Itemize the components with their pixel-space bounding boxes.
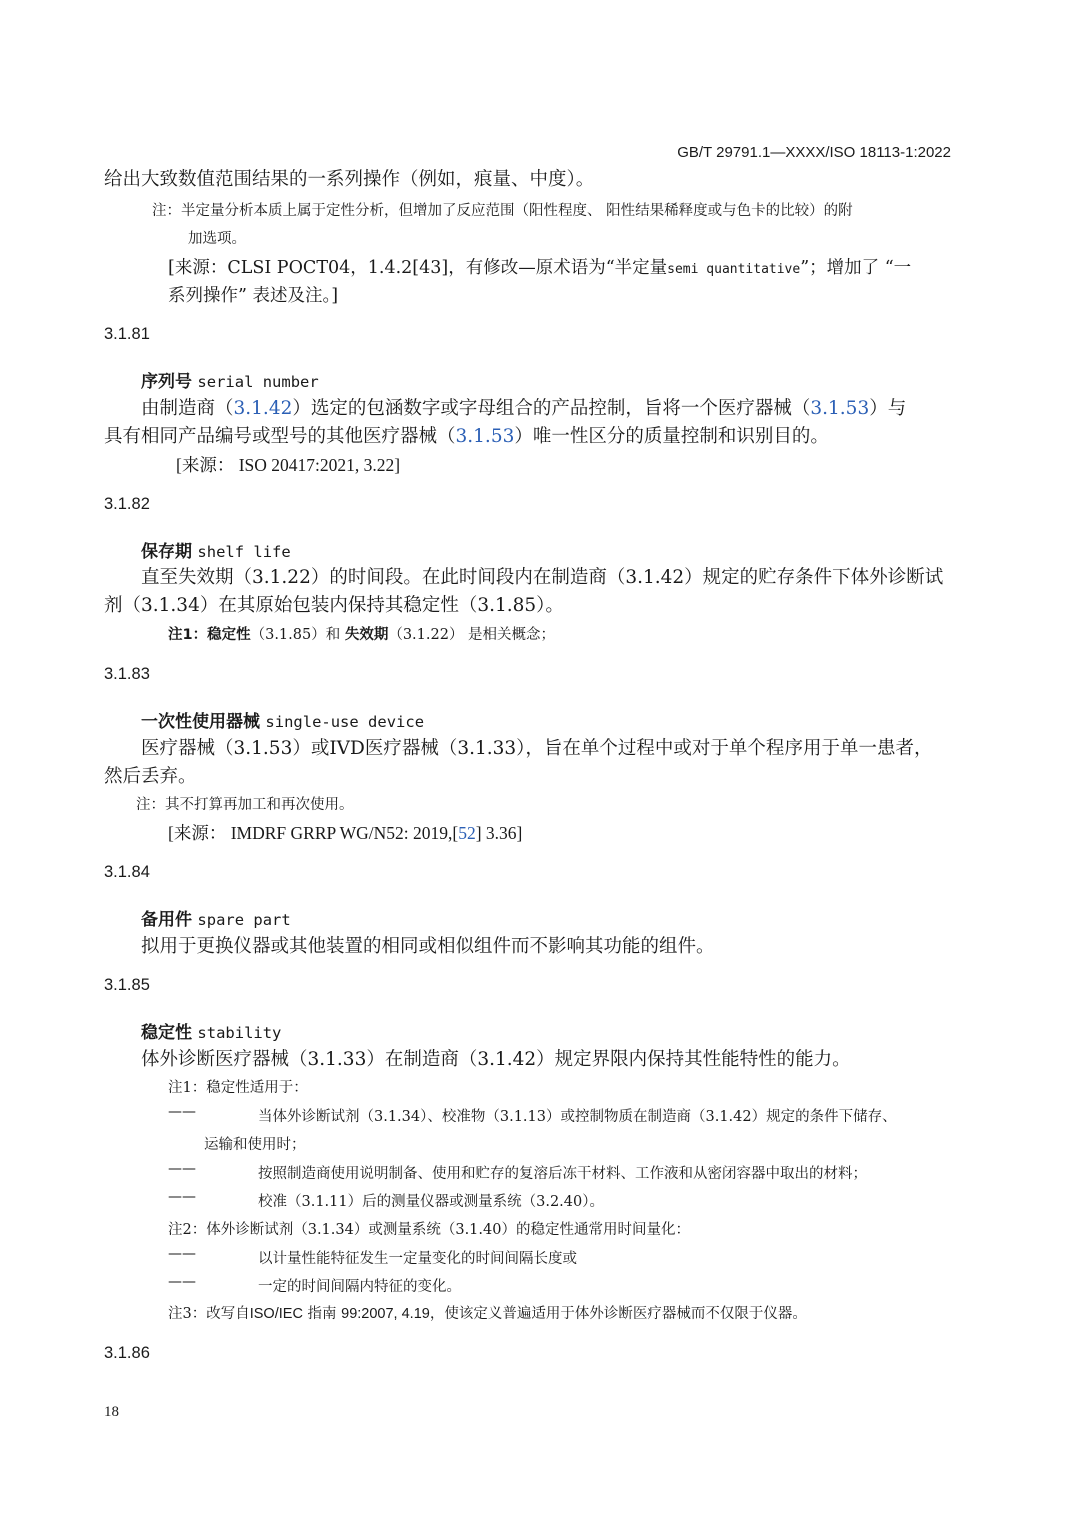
- term-heading: [141, 367, 319, 392]
- note-1-item-3: 校准（3.1.11）后的测量仪器或测量系统（3.2.40）。: [258, 1194, 604, 1210]
- prev-source-line-2: 系列操作” 表述及注。]: [168, 286, 339, 306]
- term-heading: [141, 1018, 281, 1043]
- note-line: 注：其不打算再加工和再次使用。: [136, 797, 354, 813]
- note-1-heading: 注1：稳定性适用于：: [168, 1080, 308, 1096]
- note-2-heading: 注2：体外诊断试剂（3.1.34）或测量系统（3.1.40）的稳定性通常用时间量化：: [168, 1222, 690, 1238]
- definition-line: 体外诊断医疗器械（3.1.33）在制造商（3.1.42）规定界限内保持其性能特性的能力。: [141, 1049, 851, 1070]
- note-text: （3.1.85）和: [250, 627, 341, 643]
- note-text: 注3：改写自: [168, 1306, 250, 1322]
- definition-text: ）与: [869, 398, 907, 419]
- source-citation: [168, 820, 522, 845]
- prev-note-line-2: 加选项。: [188, 231, 246, 247]
- note-text: ，使该定义普遍适用于体外诊断医疗器械而不仅限于仪器。: [429, 1306, 807, 1322]
- term-english: single-use device: [265, 713, 425, 731]
- prev-definition-continuation: 给出大致数值范围结果的一系列操作（例如，痕量、中度）。: [104, 169, 595, 190]
- note-term: 稳定性: [207, 627, 251, 643]
- prev-source-text-b: semi quantitative: [667, 262, 801, 277]
- prev-source-line-1: [168, 254, 911, 279]
- list-dash: ——: [168, 1161, 196, 1177]
- list-dash: ——: [168, 1274, 196, 1290]
- prev-source-text-a: [来源：CLSI POCT04，1.4.2[43]，有修改—原术语为“半定量: [168, 258, 668, 278]
- note-line: [168, 623, 555, 644]
- note-2-item-1: 以计量性能特征发生一定量变化的时间间隔长度或: [258, 1251, 577, 1267]
- note-1-item-1-line-1: 当体外诊断试剂（3.1.34）、校准物（3.1.13）或控制物质在制造商（3.1.42）规定的条件下储存、: [258, 1109, 897, 1125]
- term-chinese: 序列号: [141, 372, 192, 392]
- term-heading: [141, 905, 291, 930]
- definition-line-1: 医疗器械（3.1.53）或IVD医疗器械（3.1.33），旨在单个过程中或对于单个程序用于单一患者，: [141, 738, 933, 759]
- term-chinese: 保存期: [141, 542, 192, 562]
- entry-number: 3.1.82: [104, 495, 150, 513]
- note-1-item-1-line-2: 运输和使用时；: [204, 1137, 306, 1153]
- term-english: shelf life: [197, 543, 291, 561]
- term-chinese: 一次性使用器械: [141, 712, 260, 732]
- note-text: （3.1.22） 是相关概念；: [388, 627, 556, 643]
- prev-source-text-c: ”；增加了 “一: [800, 258, 912, 278]
- term-heading: [141, 707, 424, 732]
- definition-line-2: 剂（3.1.34）在其原始包装内保持其稳定性（3.1.85）。: [104, 595, 564, 616]
- definition-text: 由制造商（: [141, 398, 234, 419]
- prev-note-line-1: 注：半定量分析本质上属于定性分析，但增加了反应范围（阳性程度、 阳性结果稀释度或与色卡的比较）的附: [152, 203, 853, 219]
- term-english: stability: [197, 1024, 282, 1042]
- document-header-code: GB/T 29791.1—XXXX/ISO 18113-1:2022: [677, 144, 951, 161]
- list-dash: ——: [168, 1246, 196, 1262]
- list-dash: ——: [168, 1189, 196, 1205]
- note-text: 99:2007, 4.19: [341, 1306, 430, 1322]
- term-chinese: 备用件: [141, 910, 192, 930]
- source-citation: [来源： ISO 20417:2021, 3.22]: [176, 455, 401, 475]
- cross-reference-link[interactable]: 3.1.53: [810, 398, 870, 419]
- source-text: [来源： IMDRF GRRP WG/N52: 2019,[: [168, 823, 459, 843]
- note-2-item-2: 一定的时间间隔内特征的变化。: [258, 1279, 461, 1295]
- page-number: 18: [104, 1404, 119, 1420]
- cross-reference-link[interactable]: 3.1.53: [455, 426, 515, 447]
- note-text: 指南: [307, 1306, 337, 1322]
- definition-line-2: [104, 422, 829, 448]
- note-label: 注1：: [168, 627, 208, 643]
- definition-line-2: 然后丢弃。: [104, 766, 197, 787]
- entry-number: 3.1.84: [104, 863, 150, 881]
- entry-number: 3.1.83: [104, 665, 150, 683]
- term-heading: [141, 537, 291, 562]
- list-dash: ——: [168, 1104, 196, 1120]
- entry-number: 3.1.85: [104, 976, 150, 994]
- definition-line-1: [141, 394, 906, 420]
- note-3: [168, 1302, 807, 1323]
- note-text: ISO/IEC: [249, 1306, 303, 1322]
- term-english: spare part: [197, 911, 291, 929]
- term-chinese: 稳定性: [141, 1023, 192, 1043]
- entry-number: 3.1.86: [104, 1344, 150, 1362]
- definition-text: ）唯一性区分的质量控制和识别目的。: [514, 426, 829, 447]
- entry-number: 3.1.81: [104, 325, 150, 343]
- reference-link[interactable]: 52: [458, 823, 476, 843]
- definition-line-1: 直至失效期（3.1.22）的时间段。在此时间段内在制造商（3.1.42）规定的贮存条件下体外诊断试: [141, 567, 944, 588]
- definition-text: 具有相同产品编号或型号的其他医疗器械（: [104, 426, 456, 447]
- note-1-item-2: 按照制造商使用说明制备、使用和贮存的复溶后冻干材料、工作液和从密闭容器中取出的材料；: [258, 1166, 867, 1182]
- term-english: serial number: [197, 373, 319, 391]
- source-text: ] 3.36]: [475, 823, 523, 843]
- definition-text: ）选定的包涵数字或字母组合的产品控制，旨将一个医疗器械（: [292, 398, 811, 419]
- definition-line: 拟用于更换仪器或其他装置的相同或相似组件而不影响其功能的组件。: [141, 936, 715, 957]
- note-term: 失效期: [344, 627, 389, 643]
- cross-reference-link[interactable]: 3.1.42: [233, 398, 293, 419]
